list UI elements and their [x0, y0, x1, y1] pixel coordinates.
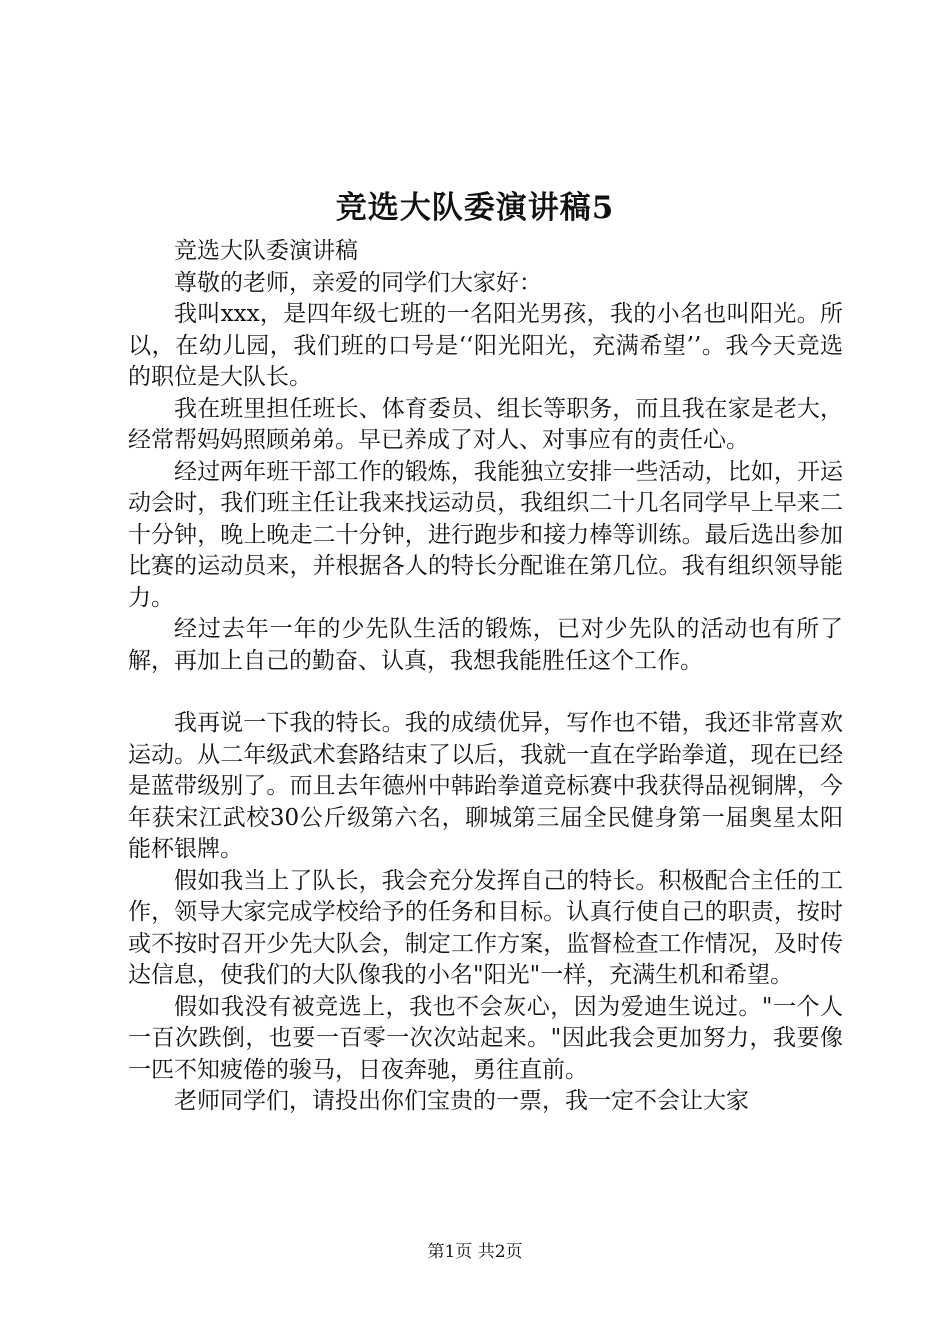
paragraph-if-not-elected: 假如我没有被竞选上，我也不会灰心，因为爱迪生说过。"一个人一百次跌倒，也要一百零一次次站起来。"因此我会更加努力，我要像一匹不知疲倦的骏马，日夜奔驰，勇往直前。: [128, 993, 843, 1083]
paragraph-closing: 老师同学们，请投出你们宝贵的一票，我一定不会让大家: [174, 1088, 749, 1114]
document-body: [128, 236, 843, 1118]
paragraph-pioneers: 经过去年一年的少先队生活的锻炼，已对少先队的活动也有所了解，再加上自己的勤奋、认真，我想我能胜任这个工作。: [128, 616, 843, 674]
paragraph-specialty: 我再说一下我的特长。我的成绩优异，写作也不错，我还非常喜欢运动。从二年级武术套路结束了以后，我就一直在学跆拳道，现在已经是蓝带级别了。而且去年德州中韩跆拳道竞标赛中我获得品视铜牌，今年获宋江武校30公斤级第六名，聊城第三届全民健身第一届奥星太阳能杯银牌。: [128, 710, 843, 862]
paragraph-if-elected: 假如我当上了队长，我会充分发挥自己的特长。积极配合主任的工作，领导大家完成学校给予的任务和目标。认真行使自己的职责，按时或不按时召开少先大队会，制定工作方案，监督检查工作情况，及时传达信息，使我们的大队像我的小名"阳光"一样，充满生机和希望。: [128, 867, 843, 988]
paragraph-experience: 经过两年班干部工作的锻炼，我能独立安排一些活动，比如，开运动会时，我们班主任让我来找运动员，我组织二十几名同学早上早来二十分钟，晚上晚走二十分钟，进行跑步和接力棒等训练。最后选出参加比赛的运动员来，并根据各人的特长分配谁在第几位。我有组织领导能力。: [128, 458, 843, 611]
paragraph-duties: 我在班里担任班长、体育委员、组长等职务，而且我在家是老大，经常帮妈妈照顾弟弟。早已养成了对人、对事应有的责任心。: [128, 395, 843, 453]
document-title: 竞选大队委演讲稿5: [335, 190, 615, 226]
paragraph-heading: 竞选大队委演讲稿: [174, 238, 358, 264]
paragraph-greeting: 尊敬的老师，亲爱的同学们大家好：: [174, 269, 542, 296]
page-number-footer: 第1页 共2页: [427, 1242, 523, 1262]
paragraph-intro: 我叫xxx，是四年级七班的一名阳光男孩，我的小名也叫阳光。所以，在幼儿园，我们班的口号是‘‘阳光阳光，充满希望’’。我今天竞选的职位是大队长。: [128, 301, 843, 390]
